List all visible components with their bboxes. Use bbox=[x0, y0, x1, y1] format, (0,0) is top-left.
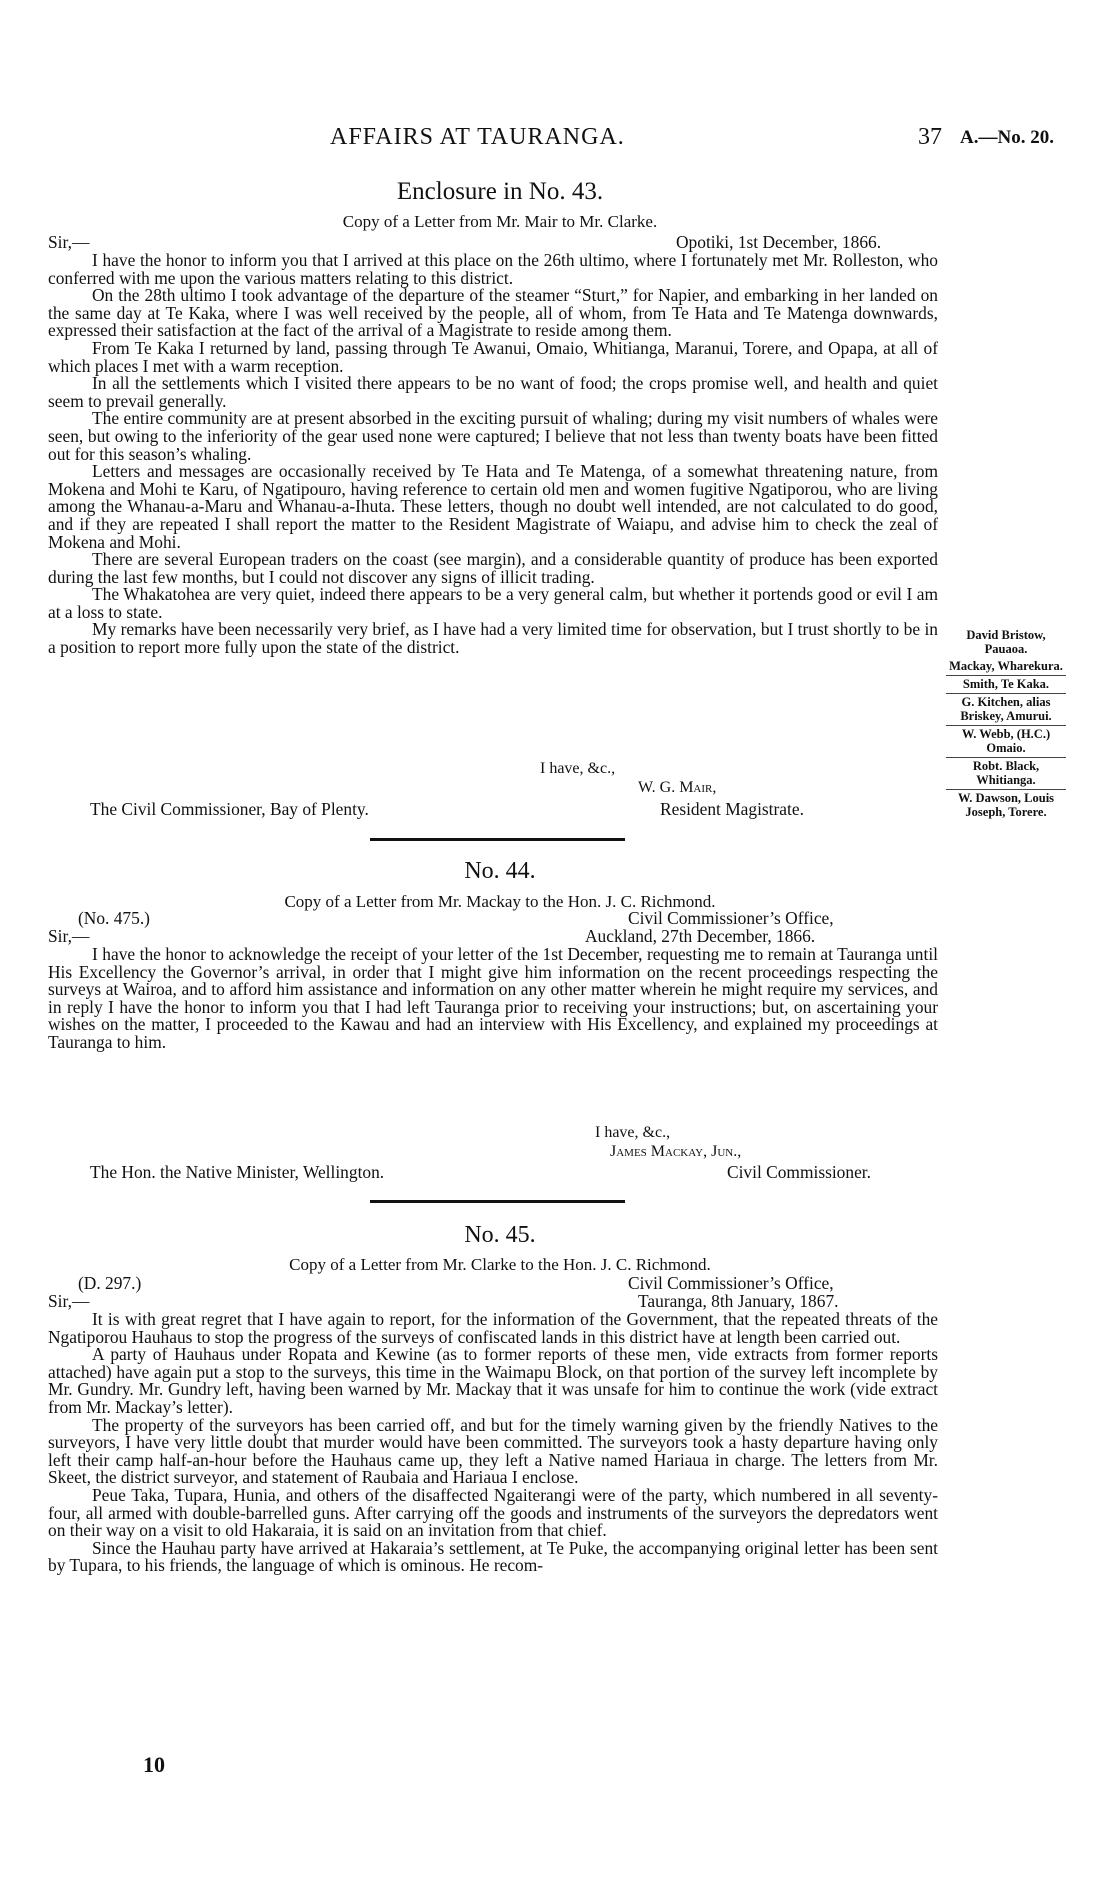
place-date: Tauranga, 8th January, 1867. bbox=[638, 1291, 839, 1311]
signature: James Mackay, Jun., bbox=[610, 1143, 742, 1160]
page-number: 37 bbox=[918, 124, 942, 150]
paragraph: I have the honor to inform you that I arrived at this place on the 26th ultimo, where I fortunately met Mr. Rolleston, who conferred with me upon the various matters relating to this district. bbox=[48, 250, 938, 288]
no-45-heading: No. 45. bbox=[464, 1222, 536, 1248]
margin-entry: Robt. Black, Whitianga. bbox=[946, 758, 1066, 790]
document-reference: A.—No. 20. bbox=[960, 127, 1054, 148]
office: Civil Commissioner’s Office, bbox=[628, 1273, 834, 1293]
place-date: Opotiki, 1st December, 1866. bbox=[676, 232, 882, 252]
margin-entry: G. Kitchen, alias Briskey, Amurui. bbox=[946, 694, 1066, 726]
margin-entry: W. Webb, (H.C.) Omaio. bbox=[946, 726, 1066, 758]
margin-note-traders bbox=[946, 627, 1066, 821]
section-rule bbox=[370, 838, 625, 841]
letter-reference: (No. 475.) bbox=[78, 908, 150, 928]
paragraph: A party of Hauhaus under Ropata and Kewine (as to former reports of these men, vide extracts from former reports attached) have again put a stop to the surveys, this time in the Waimapu Block, on that portion of the survey left incomplete by Mr. Gundry. Mr. Gundry left, having been warned by Mr. Mackay that it was unsafe for him to continue the work (vide extract from Mr. Mackay’s letter). bbox=[48, 1344, 938, 1417]
paragraph: There are several European traders on the coast (see margin), and a considerable quantity of produce has been exported during the last few months, but I could not discover any signs of illicit trading. bbox=[48, 549, 938, 587]
salutation: Sir,— bbox=[48, 232, 90, 252]
enclosure-43-copy-line: Copy of a Letter from Mr. Mair to Mr. Clarke. bbox=[342, 212, 658, 231]
paragraph: The property of the surveyors has been carried off, and but for the timely warning given by the friendly Natives to the surveyors, I have very little doubt that murder would have been committed. The surveyors took a hasty departure having only left their camp half-an-hour before the Hauhaus came up, they left a Native named Hariaua in charge. The letters from Mr. Skeet, the district surveyor, and statement of Raubaia and Hariaua I enclose. bbox=[48, 1414, 938, 1488]
paragraph: Peue Taka, Tupara, Hunia, and others of the disaffected Ngaiterangi were of the party, which numbered in all seventy-four, all armed with double-barrelled guns. After carrying off the goods and instruments of the surveyors the depredators went on their way on a visit to old Hakaraia, it is said on an invitation from that chief. bbox=[48, 1484, 938, 1541]
paragraph: It is with great regret that I have again to report, for the information of the Government, that the repeated threats of the Ngatiporou Hauhaus to stop the progress of the surveys of confiscated lands in this district have at length been carried out. bbox=[48, 1309, 938, 1347]
margin-entry: Mackay, Wharekura. bbox=[946, 658, 1066, 676]
place-date: Auckland, 27th December, 1866. bbox=[585, 926, 816, 946]
signatory-title: Civil Commissioner. bbox=[727, 1162, 871, 1182]
no-45-letter bbox=[48, 1275, 938, 1575]
enclosure-43-letter bbox=[48, 234, 938, 657]
salutation: Sir,— bbox=[48, 926, 90, 946]
section-rule bbox=[370, 1200, 625, 1203]
signature: W. G. Mair, bbox=[638, 779, 717, 796]
no-44-heading: No. 44. bbox=[464, 858, 536, 884]
addressee: The Hon. the Native Minister, Wellington. bbox=[90, 1162, 385, 1182]
no-45-copy-line: Copy of a Letter from Mr. Clarke to the Hon. J. C. Richmond. bbox=[289, 1255, 711, 1274]
no-44-copy-line: Copy of a Letter from Mr. Mackay to the Hon. J. C. Richmond. bbox=[284, 892, 716, 911]
salutation: Sir,— bbox=[48, 1291, 90, 1311]
closing: I have, &c., bbox=[595, 1124, 671, 1141]
paragraph: On the 28th ultimo I took advantage of the departure of the steamer “Sturt,” for Napier, and embarking in her landed on the same day at Te Kaka, where I was well received by the people, all of whom, from Te Hata and Te Matenga downwards, expressed their satisfaction at the fact of the arrival of a Magistrate to reside among them. bbox=[48, 285, 938, 341]
paragraph: In all the settlements which I visited there appears to be no want of food; the crops promise well, and health and quiet seem to prevail generally. bbox=[48, 373, 938, 411]
closing: I have, &c., bbox=[540, 760, 616, 777]
margin-entry: W. Dawson, Louis Joseph, Torere. bbox=[957, 791, 1055, 819]
paragraph: I have the honor to acknowledge the receipt of your letter of the 1st December, requesting me to remain at Tauranga until His Excellency the Governor’s arrival, in order that I might give him information on the recent proceedings respecting the surveys at Wairoa, and to afford him assistance and information on any other matter wherein he might require my services, and in reply I have the honor to inform you that I had left Tauranga prior to receiving your instructions; but, on ascertaining your wishes on the matter, I proceeded to the Kawau and had an interview with His Excellency, and explained my proceedings at Tauranga to him. bbox=[48, 944, 938, 1052]
signature-mark: 10 bbox=[143, 1752, 165, 1777]
paragraph: Letters and messages are occasionally received by Te Hata and Te Matenga, of a somewhat threatening nature, from Mokena and Mohi te Karu, of Ngatipouro, having reference to certain old men and women fugitive Ngatiporou, who are living among the Whanau-a-Maru and Whanau-a-Ihuta. These letters, though no doubt well intended, are not calculated to do good, and if they are repeated I shall report the matter to the Resident Magistrate of Waiapu, and advise him to check the zeal of Mokena and Mohi. bbox=[48, 461, 938, 552]
signatory-title: Resident Magistrate. bbox=[660, 799, 804, 819]
paragraph: My remarks have been necessarily very brief, as I have had a very limited time for observation, but I trust shortly to be in a position to report more fully upon the state of the district. bbox=[48, 619, 938, 658]
office: Civil Commissioner’s Office, bbox=[628, 908, 834, 928]
letter-reference: (D. 297.) bbox=[78, 1273, 142, 1293]
paragraph: From Te Kaka I returned by land, passing through Te Awanui, Omaio, Whitianga, Maranui, Torere, and Opapa, at all of which places I met with a warm reception. bbox=[48, 337, 938, 376]
addressee: The Civil Commissioner, Bay of Plenty. bbox=[90, 799, 369, 819]
enclosure-43-heading: Enclosure in No. 43. bbox=[396, 178, 604, 205]
running-title: AFFAIRS AT TAURANGA. bbox=[330, 124, 625, 150]
margin-entry: Smith, Te Kaka. bbox=[946, 676, 1066, 694]
margin-entry: David Bristow, Pauaoa. bbox=[966, 628, 1046, 656]
paragraph: The entire community are at present absorbed in the exciting pursuit of whaling; during my visit numbers of whales were seen, but owing to the inferiority of the gear used none were captured; I believe that not less than twenty boats have been fitted out for this season’s whaling. bbox=[48, 408, 938, 464]
paragraph: Since the Hauhau party have arrived at Hakaraia’s settlement, at Te Puke, the accompanying original letter has been sent by Tupara, to his friends, the language of which is ominous. He recom- bbox=[48, 1537, 938, 1576]
paragraph: The Whakatohea are very quiet, indeed there appears to be a very general calm, but whether it portends good or evil I am at a loss to state. bbox=[48, 584, 938, 622]
no-44-letter bbox=[48, 910, 938, 1052]
